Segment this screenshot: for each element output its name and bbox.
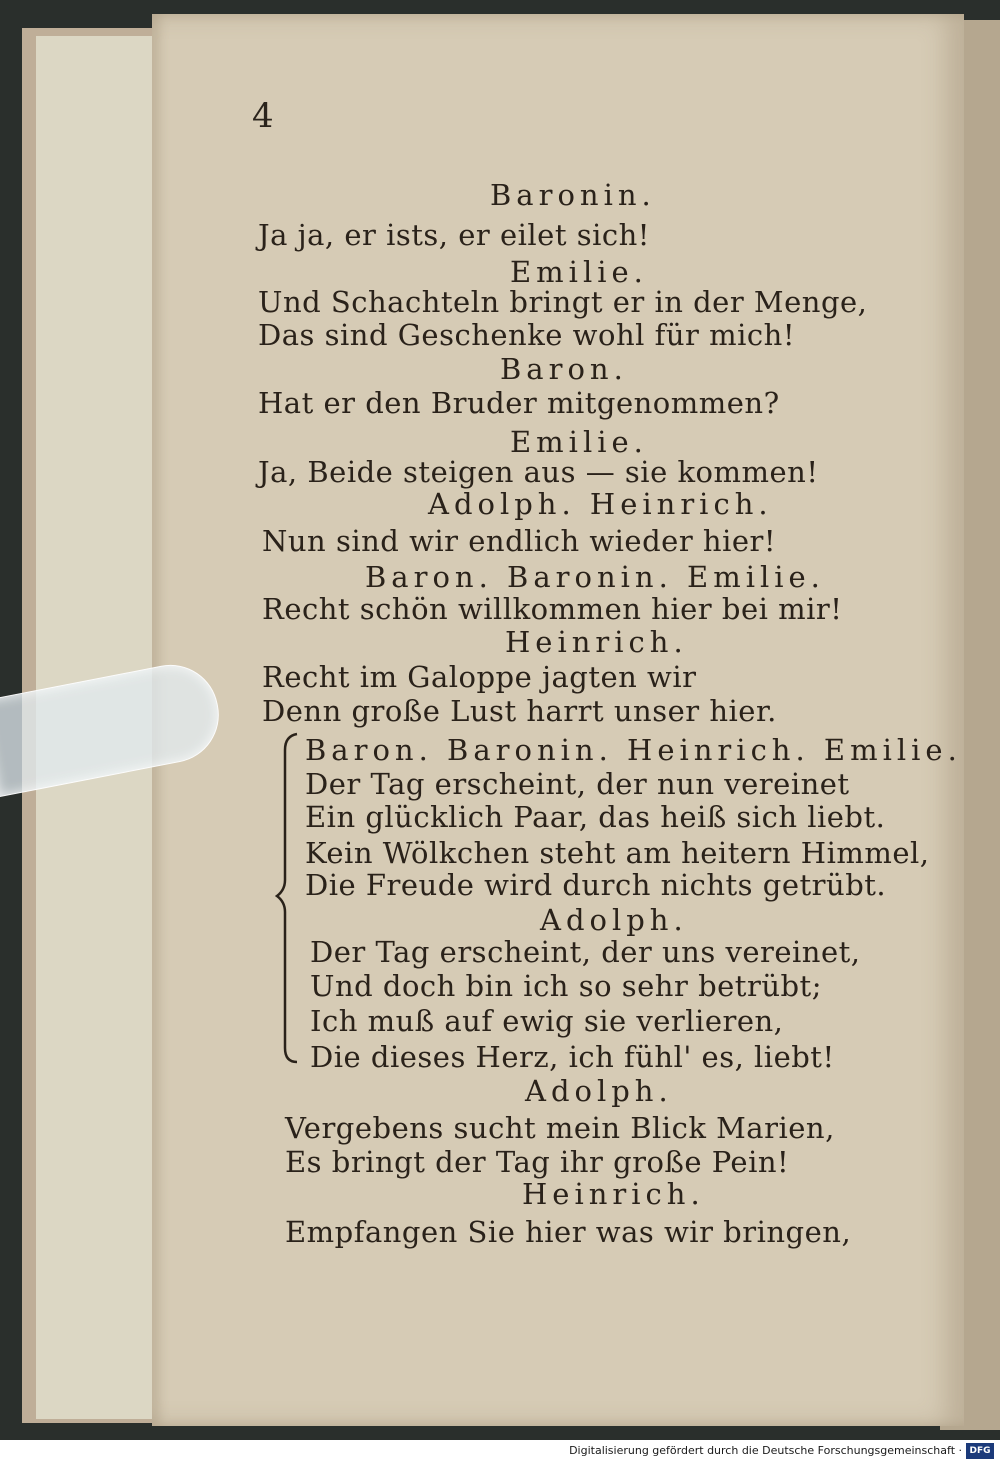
speaker-name: Emilie. [510, 425, 648, 459]
speaker-name: Heinrich. [505, 625, 688, 659]
verse-line: Die Freude wird durch nichts getrübt. [305, 868, 887, 902]
verse-line: Hat er den Bruder mitgenommen? [258, 386, 780, 420]
verse-line: Ja, Beide steigen aus — sie kommen! [258, 455, 819, 489]
footer-credit: Digitalisierung gefördert durch die Deutsche Forschungsgemeinschaft · [569, 1444, 962, 1457]
verse-line: Recht im Galoppe jagten wir [262, 660, 697, 694]
verse-line: Es bringt der Tag ihr große Pein! [285, 1145, 790, 1179]
verse-line: Kein Wölkchen steht am heitern Himmel, [305, 836, 930, 870]
speaker-name: Baron. Baronin. Emilie. [365, 560, 825, 594]
speaker-name: Adolph. Heinrich. [428, 487, 773, 521]
dfg-logo: DFG [966, 1443, 994, 1459]
footer-bar [0, 1440, 1000, 1463]
verse-line: Empfangen Sie hier was wir bringen, [285, 1215, 852, 1249]
speaker-name: Emilie. [510, 255, 648, 289]
verse-line: Der Tag erscheint, der uns vereinet, [310, 935, 861, 969]
speaker-name: Baron. [500, 352, 628, 386]
verse-line: Der Tag erscheint, der nun vereinet [305, 767, 850, 801]
verse-line: Nun sind wir endlich wieder hier! [262, 524, 777, 558]
verse-line: Recht schön willkommen hier bei mir! [262, 592, 843, 626]
verse-line: Und doch bin ich so sehr betrübt; [310, 969, 822, 1003]
verse-line: Die dieses Herz, ich fühl' es, liebt! [310, 1040, 835, 1074]
verse-line: Ja ja, er ists, er eilet sich! [258, 218, 650, 252]
verse-line: Ein glücklich Paar, das heiß sich liebt. [305, 800, 886, 834]
verse-line: Vergebens sucht mein Blick Marien, [285, 1111, 835, 1145]
speaker-name: Baron. Baronin. Heinrich. Emilie. [305, 733, 962, 767]
speaker-name: Adolph. [540, 903, 688, 937]
verse-line: Ich muß auf ewig sie verlieren, [310, 1004, 784, 1038]
page-number: 4 [252, 96, 274, 136]
verse-line: Denn große Lust harrt unser hier. [262, 694, 777, 728]
speaker-name: Baronin. [490, 178, 656, 212]
speaker-name: Heinrich. [522, 1177, 705, 1211]
speaker-name: Adolph. [525, 1074, 673, 1108]
verse-line: Und Schachteln bringt er in der Menge, [258, 285, 868, 319]
verse-line: Das sind Geschenke wohl für mich! [258, 318, 795, 352]
